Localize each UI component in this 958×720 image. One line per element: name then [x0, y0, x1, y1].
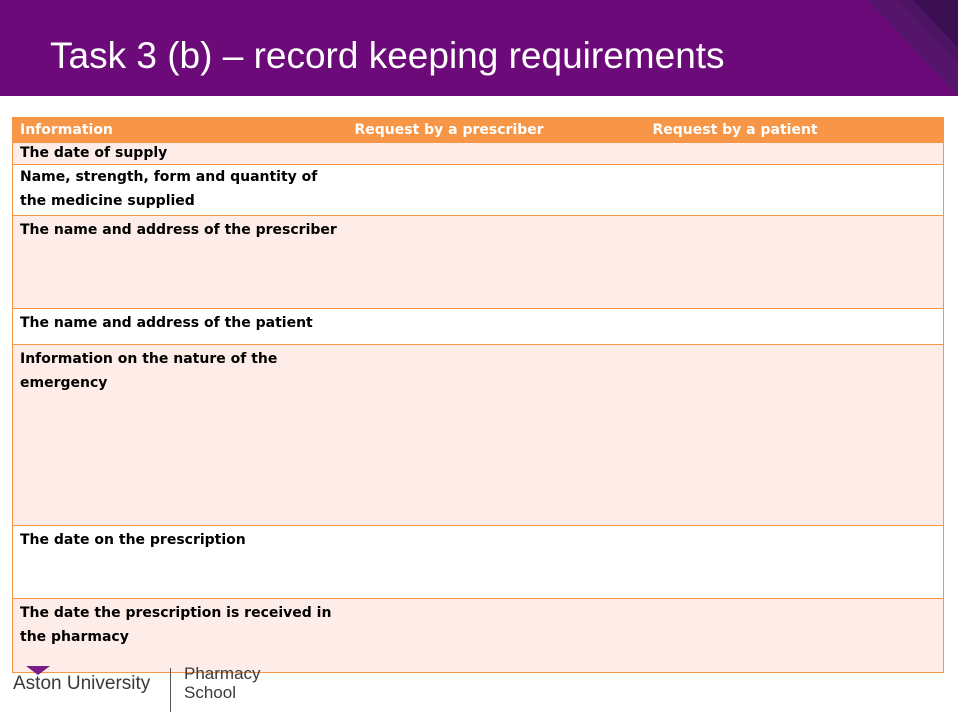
info-cell: The name and address of the prescriber	[13, 216, 348, 309]
info-cell: The name and address of the patient	[13, 309, 348, 345]
info-cell: The date of supply	[13, 143, 348, 165]
prescriber-cell	[348, 345, 646, 526]
footer-divider	[170, 668, 171, 712]
header-information: Information	[13, 118, 348, 143]
table-row	[13, 309, 944, 345]
school-name: Pharmacy School	[184, 664, 261, 702]
patient-cell	[646, 309, 944, 345]
table-header-row	[13, 118, 944, 143]
table-row	[13, 165, 944, 216]
university-name: Aston University	[13, 673, 151, 694]
patient-cell	[646, 526, 944, 599]
slide-title: Task 3 (b) – record keeping requirements	[50, 35, 725, 76]
header-request-by-patient: Request by a patient	[646, 118, 944, 143]
info-cell: Information on the nature of the emergency	[13, 345, 348, 526]
record-keeping-table	[12, 117, 944, 673]
prescriber-cell	[348, 599, 646, 673]
info-cell: The date on the prescription	[13, 526, 348, 599]
prescriber-cell	[348, 143, 646, 165]
patient-cell	[646, 216, 944, 309]
info-cell: The date the prescription is received in the pharmacy	[13, 599, 348, 673]
prescriber-cell	[348, 526, 646, 599]
patient-cell	[646, 143, 944, 165]
table-row	[13, 345, 944, 526]
patient-cell	[646, 599, 944, 673]
patient-cell	[646, 165, 944, 216]
table-row	[13, 216, 944, 309]
header-request-by-prescriber: Request by a prescriber	[348, 118, 646, 143]
prescriber-cell	[348, 165, 646, 216]
table-row	[13, 526, 944, 599]
patient-cell	[646, 345, 944, 526]
prescriber-cell	[348, 216, 646, 309]
table-row	[13, 143, 944, 165]
corner-triangle-decoration	[868, 0, 958, 96]
info-cell: Name, strength, form and quantity of the medicine supplied	[13, 165, 348, 216]
title-banner	[0, 0, 958, 96]
table-row	[13, 599, 944, 673]
prescriber-cell	[348, 309, 646, 345]
